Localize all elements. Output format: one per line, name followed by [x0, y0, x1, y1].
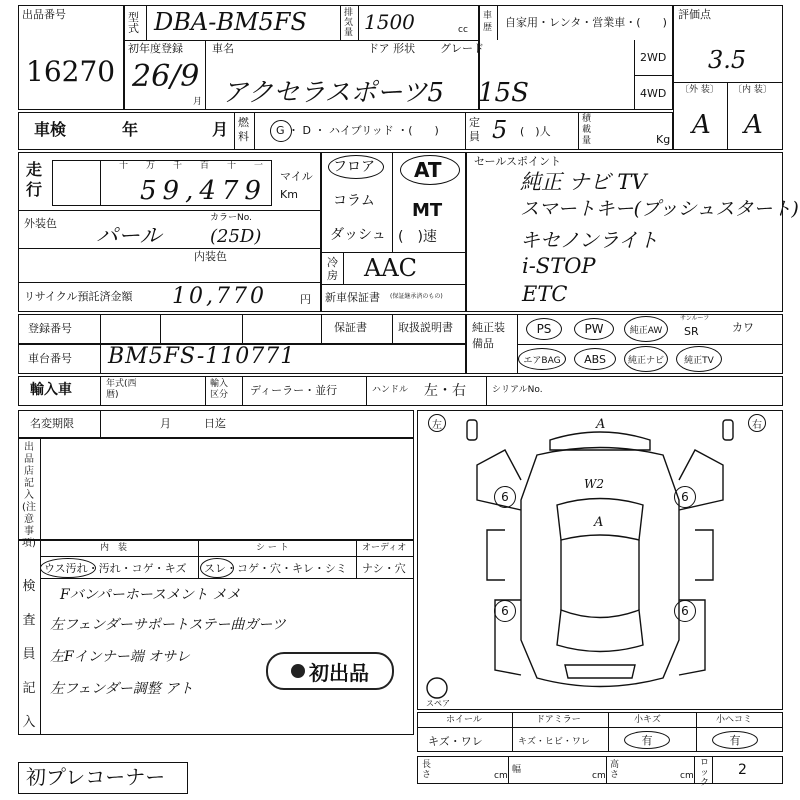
mileage-label: 走行 [26, 160, 43, 199]
unit-0: 十 [119, 161, 129, 171]
small-scratch-label: 小キズ [634, 715, 661, 725]
note-2: 左Fインナー端 オサレ [50, 649, 190, 665]
year-label: 年式(西暦) [106, 379, 137, 400]
mileage-value: 59,479 [140, 176, 267, 206]
door-label: ドア 形状 [368, 42, 416, 55]
grade-score: 3.5 [708, 46, 747, 74]
drive-4wd: 4WD [640, 87, 667, 100]
unit-3: 百 [200, 161, 210, 171]
mirror-label: ドアミラー [536, 715, 581, 725]
small-dent-circle: 有 [712, 731, 758, 749]
spare-label: スペア [426, 699, 450, 708]
damage-front-right: 6 [674, 486, 696, 508]
lock-label: ロック [700, 758, 710, 788]
color-no-label: カラーNo. [210, 213, 252, 223]
fuel-label: 燃料 [238, 116, 249, 143]
recycle: 10,770 [172, 284, 267, 309]
ext-label: 〔外 装〕 [680, 85, 719, 95]
capacity-unit: ( )人 [520, 125, 551, 138]
sales-line-3: i-STOP [522, 254, 596, 278]
serial-label: シリアルNo. [492, 385, 543, 395]
note-0: Fバンパーホースメント メメ [60, 587, 241, 603]
equip-ps: PS [526, 318, 562, 340]
equip-pw: PW [574, 318, 614, 340]
handle: 左・右 [424, 383, 466, 399]
shift-column: コラム [333, 193, 375, 209]
equip-airbag: エアBAG [518, 348, 566, 370]
interior-values: ウス汚れ・汚れ・コゲ・キズ [44, 562, 187, 575]
inspection-year: 年 [122, 120, 139, 139]
model-code: DBA-BM5FS [154, 8, 307, 36]
lot-label: 出品番号 [22, 8, 66, 21]
sunroof-label: サンルーフ [680, 315, 710, 322]
damage-front-left: 6 [494, 486, 516, 508]
int-color-label: 内装色 [194, 250, 227, 263]
equip-abs: ABS [574, 348, 616, 370]
load-label: 積載量 [582, 114, 592, 146]
inspector-label: 検査員記入 [22, 579, 36, 730]
mirror: キズ・ヒビ・ワレ [518, 737, 590, 747]
ac: AAC [364, 254, 418, 282]
ext-score: A [692, 110, 711, 140]
note-1: 左フェンダーサポートステー曲ガーツ [50, 617, 286, 633]
chassis: BM5FS-110771 [108, 344, 296, 369]
transfer-label: 名変期限 [30, 417, 74, 430]
kg-unit: Kg [656, 133, 671, 146]
audio-values: ナシ・穴 [362, 562, 406, 575]
equip-leather: カワ [732, 321, 754, 334]
wheel: キズ・ワレ [428, 735, 483, 748]
seller-label: 出品店記入(注意事項) [22, 442, 36, 549]
corner-label: 初プレコーナー [26, 765, 166, 789]
reg-label: 登録番号 [28, 322, 72, 335]
damage-hood: W2 [584, 477, 604, 491]
inspection-month: 月 [212, 120, 229, 139]
car-name-label: 車名 [212, 42, 234, 55]
sales-line-0: 純正 ナビ TV [520, 170, 647, 194]
at-circle [400, 155, 460, 185]
damage-rear-left: 6 [494, 600, 516, 622]
first-reg: 26/9 [132, 59, 200, 94]
usage: 自家用・レンタ・営業車・( ) [505, 16, 667, 29]
ac-label: 冷房 [327, 256, 338, 282]
car-name: アクセラスポーツ5 [222, 78, 444, 108]
small-scratch-circle: 有 [624, 731, 670, 749]
sales-line-4: ETC [522, 282, 568, 306]
drive-2wd: 2WD [640, 51, 667, 64]
import-cat: ディーラー・並行 [250, 384, 338, 397]
unit-4: 十 [227, 161, 237, 171]
yen-unit: 円 [300, 293, 311, 306]
import-label: 輸入車 [30, 382, 72, 398]
displacement-label: 排気量 [344, 8, 354, 38]
warranty-card: 保証書 [334, 321, 367, 334]
height-label: 高さ [610, 760, 620, 780]
small-dent-label: 小ヘコミ [716, 715, 753, 725]
width-label: 幅 [512, 765, 522, 775]
recycle-label: リサイクル預託済金額 [24, 290, 133, 303]
equip-aw: 純正AW [624, 316, 668, 342]
color: パール [96, 224, 162, 249]
equip-sr: SR [684, 325, 699, 338]
unit-2: 千 [173, 161, 183, 171]
equip-navi: 純正ナビ [624, 346, 668, 372]
color-label: 外装色 [24, 217, 57, 230]
damage-roof: A [594, 515, 604, 530]
grade-box [673, 5, 783, 150]
grade-name-label: グレード [440, 42, 484, 55]
sales-line-1: スマートキー(プッシュスタート) [520, 198, 799, 220]
shift-floor: フロア [333, 159, 375, 175]
lock-value: 2 [738, 762, 747, 778]
shift-speed: ( )速 [398, 229, 437, 245]
width-cm: cm [592, 771, 606, 781]
shift-dash: ダッシュ [330, 227, 386, 243]
chassis-label: 車台番号 [28, 352, 72, 365]
equip-tv: 純正TV [676, 346, 722, 372]
handle-label: ハンドル [372, 385, 409, 395]
col-audio: オーディオ [362, 543, 407, 553]
floor-circle [328, 155, 384, 179]
car-diagram [417, 410, 783, 710]
grade-name: 15S [478, 78, 529, 108]
unit-1: 万 [146, 161, 156, 171]
height-cm: cm [680, 771, 694, 781]
damage-rear-right: 6 [674, 600, 696, 622]
model-label: 型式 [128, 11, 139, 35]
wheel-label: ホイール [446, 715, 482, 725]
usage-label: 車歴 [483, 11, 493, 33]
first-reg-label: 初年度登録 [128, 42, 183, 55]
col-interior: 内 装 [100, 543, 128, 553]
note-3: 左フェンダー調整 アト [50, 681, 194, 697]
length-cm: cm [494, 771, 508, 781]
damage-bumper: A [596, 417, 606, 432]
int-score: A [744, 110, 763, 140]
displacement: 1500 [364, 10, 415, 34]
lot-number: 16270 [26, 55, 116, 88]
length-label: 長さ [422, 760, 432, 780]
seller-box [18, 438, 414, 540]
capacity-label: 定員 [469, 116, 480, 143]
diagram-left: 左 [428, 414, 446, 432]
equipment-label: 純正装備品 [472, 321, 505, 350]
manual: 取扱説明書 [398, 321, 453, 334]
stamp-icon [291, 664, 305, 678]
int-label: 〔内 装〕 [733, 85, 772, 95]
capacity: 5 [492, 116, 508, 144]
transfer: 月 日迄 [160, 417, 226, 430]
sales-label: セールスポイント [474, 155, 562, 168]
inspection-label: 車検 [34, 120, 67, 139]
cc-unit: cc [458, 25, 468, 35]
fuel: G ・ D ・ ハイブリッド ・( ) [276, 124, 439, 137]
warranty-label: 新車保証書 [325, 291, 380, 304]
shift-at: AT [414, 158, 442, 182]
shift-mt: MT [412, 200, 443, 221]
sales-line-2: キセノンライト [520, 228, 659, 252]
month-label: 月 [193, 97, 203, 107]
first-listing-stamp: 初出品 [266, 652, 394, 690]
color-no: (25D) [210, 226, 262, 247]
import-cat-label: 輸入区分 [210, 379, 229, 400]
diagram-right: 右 [748, 414, 766, 432]
seat-values: スレ・コゲ・穴・キレ・シミ [204, 562, 347, 575]
warranty-note: (保証継承済のもの) [390, 293, 443, 300]
unit-5: 一 [254, 161, 264, 171]
grade-label: 評価点 [678, 8, 711, 21]
mileage-unit: マイル Km [280, 170, 313, 201]
col-seat: シ ー ト [256, 543, 289, 553]
